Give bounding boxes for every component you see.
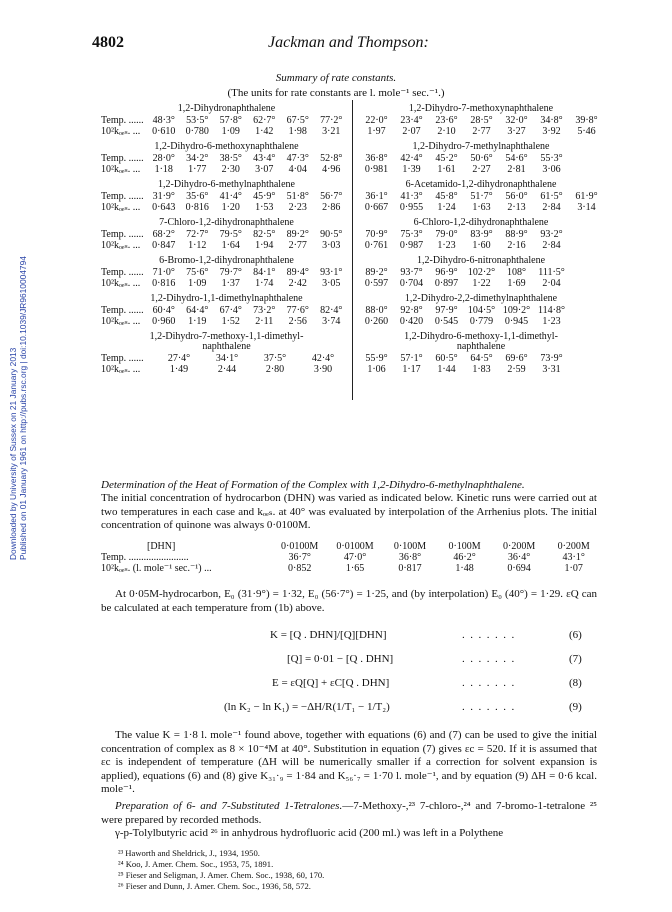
compound-name: 1,2-Dihydro-7-methoxy-1,1-dimethyl- (149, 331, 304, 342)
rate-constant-cell: 0·545 (434, 316, 459, 327)
rate-constant-cell: 1·61 (437, 164, 456, 175)
temperature-cell: 102·2° (467, 267, 496, 278)
rate-constant-row-label: 10²kₒₑₛ. ... (101, 316, 141, 327)
temperature-cell: 79·0° (435, 229, 458, 240)
equation-8-number: (8) (569, 677, 582, 689)
rate-constant-cell: 1·69 (507, 278, 526, 289)
rate-constant-cell: 2·56 (288, 316, 307, 327)
temperature-cell: 42·4° (400, 153, 423, 164)
temperature-cell: 53·5° (186, 115, 209, 126)
temperature-cell: 109·2° (502, 305, 531, 316)
rate-constant-cell: 0·987 (399, 240, 424, 251)
dhn-temp-cell: 36·8° (398, 552, 422, 563)
running-title: Jackman and Thompson: (268, 34, 429, 51)
temperature-cell: 55·3° (540, 153, 563, 164)
temperature-cell: 60·4° (152, 305, 175, 316)
temperature-cell: 27·4° (167, 353, 191, 364)
temperature-row-label: Temp. ...... (101, 229, 144, 240)
rate-constant-row-label: 10²kₒₑₛ. ... (101, 364, 141, 375)
equation-6: K = [Q . DHN]/[Q][DHN] (270, 629, 387, 641)
value-paragraph: The value K = 1·8 l. mole⁻¹ found above, together with equations (6) and (7) can be used to give the initial concentration of complex as 8 × 10⁻⁴M at 40°. Substitution in equation (7) gives εc = 520. If it is assumed that εc is independent of temperature (ΔH will be numerically smaller if a correction for solvent expansion is applied), equations (6) and (8) give K₃₁·₉ = 1·84 and K₅₆·₇ = 1·70 l. mole⁻¹, and by equation (9) ΔH = 0·6 kcal. mole⁻¹. (101, 729, 597, 795)
download-notice[interactable]: Downloaded by University of Sussex on 21 January 2013 (8, 347, 18, 560)
rate-constant-cell: 0·260 (364, 316, 389, 327)
temperature-cell: 55·9° (365, 353, 388, 364)
temperature-cell: 45·8° (435, 191, 458, 202)
equation-9: (ln K₂ − ln K₁) = −ΔH/R(1/T₁ − 1/T₂) (224, 701, 390, 713)
temperature-cell: 89·4° (286, 267, 309, 278)
temperature-cell: 36·1° (365, 191, 388, 202)
rate-constant-cell: 1·18 (154, 164, 173, 175)
prep-paragraph-2: γ-p-Tolylbutyric acid ²⁶ in anhydrous hydrofluoric acid (200 ml.) was left in a Polythene (115, 827, 504, 839)
rate-constant-cell: 2·10 (437, 126, 456, 137)
rate-constant-cell: 2·04 (542, 278, 561, 289)
rate-constant-cell: 2·59 (507, 364, 526, 375)
compound-name-continued: naphthalene (456, 341, 506, 352)
temperature-cell: 104·5° (467, 305, 496, 316)
rate-constant-cell: 0·779 (469, 316, 494, 327)
compound-name: 1,2-Dihydro-6-methoxynaphthalene (154, 141, 299, 152)
temperature-cell: 43·4° (253, 153, 276, 164)
temperature-cell: 45·9° (253, 191, 276, 202)
rate-constant-cell: 0·761 (364, 240, 389, 251)
rate-constant-cell: 2·81 (507, 164, 526, 175)
compound-name: 7-Chloro-1,2-dihydronaphthalene (159, 217, 294, 228)
dhn-k-cell: 1·48 (455, 563, 474, 574)
prep-paragraph (101, 800, 597, 827)
rate-constant-cell: 1·94 (255, 240, 274, 251)
temperature-cell: 31·9° (152, 191, 175, 202)
temperature-cell: 56·7° (320, 191, 343, 202)
compound-name: 1,2-Dihydro-6-methoxy-1,1-dimethyl- (404, 331, 558, 342)
heat-paragraph: The initial concentration of hydrocarbon (DHN) was varied as indicated below. Kinetic runs were carried out at two temperatures in each case and kₒₑₛ. at 40° was evaluated by interpolation of the Arrhenius plots. The initial concentration of quinone was always 0·0100M. (101, 492, 597, 531)
rate-constant-cell: 1·23 (542, 316, 561, 327)
temperature-cell: 69·6° (505, 353, 528, 364)
dhn-cell: 0·200M (557, 541, 590, 552)
equation-dots: . . . . . . . (462, 653, 515, 665)
temperature-cell: 73·2° (253, 305, 276, 316)
rate-constant-cell: 1·19 (188, 316, 207, 327)
temperature-cell: 23·6° (435, 115, 458, 126)
rate-constant-cell: 1·09 (221, 126, 240, 137)
temperature-cell: 37·5° (263, 353, 287, 364)
compound-name: 1,2-Dihydronaphthalene (177, 103, 276, 114)
temperature-cell: 114·8° (538, 305, 565, 316)
temperature-cell: 77·2° (320, 115, 343, 126)
temperature-cell: 82·4° (320, 305, 343, 316)
dhn-temp-cell: 36·4° (507, 552, 531, 563)
rate-constant-cell: 0·704 (399, 278, 424, 289)
rate-constant-cell: 3·21 (322, 126, 341, 137)
rate-constant-cell: 1·74 (255, 278, 274, 289)
running-header (0, 34, 672, 54)
temperature-cell: 89·2° (286, 229, 309, 240)
compound-name: 6-Bromo-1,2-dihydronaphthalene (159, 255, 294, 266)
temperature-cell: 92·8° (400, 305, 423, 316)
temperature-cell: 84·1° (253, 267, 276, 278)
rate-constant-cell: 2·42 (288, 278, 307, 289)
rate-constant-cell: 1·06 (367, 364, 386, 375)
rate-constant-cell: 1·22 (472, 278, 491, 289)
temperature-row-label: Temp. ...... (101, 267, 144, 278)
rate-constant-cell: 2·86 (322, 202, 341, 213)
rate-constant-cell: 5·46 (577, 126, 596, 137)
compound-name: 6-Acetamido-1,2-dihydronaphthalene (405, 179, 557, 190)
temperature-cell: 28·5° (470, 115, 493, 126)
temperature-cell: 77·6° (286, 305, 309, 316)
rate-constant-cell: 0·960 (152, 316, 176, 327)
rate-constant-cell: 2·27 (472, 164, 491, 175)
page-number: 4802 (92, 34, 124, 51)
rate-constant-cell: 2·77 (288, 240, 307, 251)
footnote: ²⁶ Fieser and Dunn, J. Amer. Chem. Soc., 1936, 58, 572. (118, 881, 311, 891)
temperature-cell: 32·0° (505, 115, 528, 126)
rate-constant-cell: 0·897 (434, 278, 459, 289)
temperature-row-label: Temp. ...... (101, 191, 144, 202)
column-divider (352, 100, 353, 400)
dhn-temp-cell: 36·7° (288, 552, 311, 563)
rate-constant-cell: 1·83 (472, 364, 491, 375)
rate-constant-cell: 0·816 (152, 278, 176, 289)
compound-name: 1,2-Dihydro-6-methylnaphthalene (158, 179, 295, 190)
temperature-cell: 96·9° (435, 267, 458, 278)
temperature-cell: 42·4° (311, 353, 335, 364)
temperature-cell: 60·5° (435, 353, 458, 364)
rate-constant-cell: 2·07 (402, 126, 421, 137)
rate-constant-cell: 1·49 (169, 364, 189, 375)
rate-constant-cell: 1·60 (472, 240, 491, 251)
equation-7-number: (7) (569, 653, 582, 665)
temperature-cell: 88·9° (505, 229, 528, 240)
rate-constant-cell: 2·23 (288, 202, 307, 213)
rate-constant-cell: 1·97 (367, 126, 386, 137)
temperature-cell: 34·2° (186, 153, 209, 164)
rate-constant-cell: 3·07 (255, 164, 274, 175)
temperature-cell: 45·2° (435, 153, 458, 164)
rate-constant-cell: 1·23 (437, 240, 456, 251)
rate-constant-cell: 1·39 (402, 164, 421, 175)
temperature-cell: 62·7° (253, 115, 276, 126)
rate-constant-cell: 2·11 (255, 316, 274, 327)
temperature-cell: 47·3° (286, 153, 309, 164)
temperature-cell: 75·3° (400, 229, 423, 240)
rate-constant-cell: 2·16 (507, 240, 526, 251)
rate-constant-cell: 3·90 (313, 364, 333, 375)
dhn-temp-label: Temp. ........................ (101, 552, 189, 563)
dhn-k-cell: 1·07 (564, 563, 583, 574)
dhn-cell: 0·200M (502, 541, 536, 552)
summary-units: (The units for rate constants are l. mole⁻¹ sec.⁻¹.) (227, 87, 445, 99)
dhn-temp-cell: 43·1° (562, 552, 585, 563)
footnotes (118, 848, 324, 892)
temperature-cell: 35·6° (186, 191, 209, 202)
equation-7: [Q] = 0·01 − [Q . DHN] (287, 653, 394, 665)
temperature-cell: 93·7° (400, 267, 423, 278)
rate-constant-cell: 3·27 (507, 126, 526, 137)
temperature-cell: 88·0° (365, 305, 388, 316)
rate-constant-cell: 2·30 (221, 164, 240, 175)
temperature-cell: 51·7° (470, 191, 493, 202)
rate-constant-row-label: 10²kₒₑₛ. ... (101, 240, 141, 251)
equation-dots: . . . . . . . (462, 701, 515, 713)
footnote: ²⁴ Koo, J. Amer. Chem. Soc., 1953, 75, 1891. (118, 859, 274, 869)
temperature-cell: 52·8° (320, 153, 343, 164)
dhn-k-cell: 0·817 (398, 563, 422, 574)
rate-constant-cell: 3·06 (542, 164, 561, 175)
rate-constant-cell: 2·80 (265, 364, 285, 375)
rate-constant-cell: 1·12 (188, 240, 207, 251)
rate-constant-cell: 0·597 (364, 278, 389, 289)
compound-name: 6-Chloro-1,2-dihydronaphthalene (413, 217, 549, 228)
rate-constant-cell: 2·84 (542, 202, 561, 213)
footnote: ²⁵ Fieser and Seligman, J. Amer. Chem. Soc., 1938, 60, 170. (118, 870, 325, 880)
temperature-cell: 36·8° (365, 153, 388, 164)
heat-heading-compound: 1,2-Dihydro-6-methylnaphthalene. (371, 479, 525, 491)
compound-name: 1,2-Dihydro-6-nitronaphthalene (416, 255, 546, 266)
temperature-cell: 23·4° (400, 115, 423, 126)
rate-constant-cell: 0·667 (364, 202, 389, 213)
rate-constant-cell: 1·98 (288, 126, 307, 137)
rate-constant-cell: 3·74 (322, 316, 341, 327)
dhn-k-cell: 0·852 (288, 563, 312, 574)
temperature-cell: 22·0° (365, 115, 388, 126)
dhn-cell: 0·0100M (336, 541, 374, 552)
dhn-temp-cell: 46·2° (453, 552, 476, 563)
temperature-cell: 67·5° (286, 115, 309, 126)
equation-8: E = εQ[Q] + εC[Q . DHN] (272, 677, 390, 689)
rate-constant-cell: 3·31 (542, 364, 561, 375)
temperature-cell: 48·3° (152, 115, 175, 126)
rate-constant-row-label: 10²kₒₑₛ. ... (101, 164, 141, 175)
temperature-cell: 79·5° (219, 229, 242, 240)
temperature-cell: 108° (507, 267, 526, 278)
rate-constant-cell: 2·84 (542, 240, 561, 251)
heat-heading-italic: Determination of the Heat of Formation of the Complex with (101, 479, 369, 491)
rate-constant-cell: 0·955 (399, 202, 424, 213)
rate-constant-cell: 1·17 (402, 364, 421, 375)
eps-paragraph: At 0·05M-hydrocarbon, E₀ (31·9°) = 1·32, E₀ (56·7°) = 1·25, and (by interpolation) E₀ (40°) = 1·29. εQ can be calculated at each temperature from (1b) above. (101, 588, 597, 614)
dhn-table (101, 541, 601, 574)
rate-constant-cell: 1·42 (255, 126, 274, 137)
temperature-cell: 111·5° (538, 267, 565, 278)
rate-constant-cell: 1·64 (221, 240, 240, 251)
dhn-cell: 0·100M (393, 541, 427, 552)
temperature-cell: 90·5° (320, 229, 343, 240)
rate-constant-cell: 1·52 (221, 316, 240, 327)
temperature-cell: 56·0° (505, 191, 528, 202)
temperature-cell: 83·9° (470, 229, 493, 240)
temperature-cell: 64·5° (470, 353, 493, 364)
rate-constant-cell: 1·37 (221, 278, 240, 289)
prep-text: —7-Methoxy-,²³ 7-chloro-,²⁴ and 7-bromo-1-tetralone ²⁵ were prepared by recorded methods. (101, 800, 597, 826)
temperature-row-label: Temp. ...... (101, 353, 144, 364)
prep-heading: Preparation of 6- and 7-Substituted 1-Tetralones. (115, 800, 343, 812)
temperature-cell: 71·0° (152, 267, 175, 278)
rate-constant-cell: 1·77 (188, 164, 207, 175)
compound-name-continued: naphthalene (202, 341, 251, 352)
temperature-cell: 50·6° (470, 153, 493, 164)
publication-notice[interactable]: Published on 01 January 1961 on http://pubs.rsc.org | doi:10.1039/JR9610004794 (18, 256, 28, 560)
equation-6-number: (6) (569, 629, 582, 641)
temperature-row-label: Temp. ...... (101, 305, 144, 316)
temperature-cell: 73·9° (540, 353, 563, 364)
rate-constant-cell: 0·945 (504, 316, 529, 327)
compound-name: 1,2-Dihydro-2,2-dimethylnaphthalene (404, 293, 558, 304)
temperature-cell: 51·8° (286, 191, 309, 202)
temperature-cell: 93·2° (540, 229, 563, 240)
rate-constant-cell: 3·05 (322, 278, 341, 289)
rate-constant-cell: 1·63 (472, 202, 491, 213)
temperature-cell: 28·0° (152, 153, 175, 164)
rate-constant-cell: 2·44 (217, 364, 237, 375)
temperature-cell: 82·5° (253, 229, 276, 240)
heat-heading (101, 479, 597, 493)
temperature-cell: 64·4° (186, 305, 209, 316)
temperature-cell: 61·5° (540, 191, 563, 202)
temperature-cell: 41·3° (400, 191, 423, 202)
rate-constant-cell: 1·44 (437, 364, 456, 375)
compound-name: 1,2-Dihydro-1,1-dimethylnaphthalene (150, 293, 303, 304)
temperature-cell: 68·2° (152, 229, 175, 240)
dhn-k-label: 10²kₒₑₛ. (l. mole⁻¹ sec.⁻¹) ... (101, 563, 212, 574)
rate-constant-cell: 0·981 (364, 164, 389, 175)
temperature-cell: 57·1° (400, 353, 423, 364)
temperature-row-label: Temp. ...... (101, 115, 144, 126)
rate-constant-cell: 0·420 (399, 316, 424, 327)
temperature-cell: 75·6° (186, 267, 209, 278)
dhn-k-cell: 1·65 (345, 563, 365, 574)
rate-constant-row-label: 10²kₒₑₛ. ... (101, 202, 141, 213)
rate-constant-cell: 2·77 (472, 126, 491, 137)
download-notice-sidebar (2, 140, 28, 560)
rate-constant-cell: 1·24 (437, 202, 456, 213)
compound-name: 1,2-Dihydro-7-methoxynaphthalene (408, 103, 554, 114)
temperature-cell: 34·1° (215, 353, 239, 364)
equation-9-number: (9) (569, 701, 582, 713)
temperature-cell: 54·6° (505, 153, 528, 164)
temperature-cell: 89·2° (365, 267, 388, 278)
compound-name: 1,2-Dihydro-7-methylnaphthalene (412, 141, 550, 152)
temperature-cell: 72·7° (186, 229, 209, 240)
temperature-cell: 93·1° (320, 267, 343, 278)
rate-constant-cell: 3·92 (542, 126, 561, 137)
temperature-cell: 97·9° (435, 305, 458, 316)
rate-constant-row-label: 10²kₒₑₛ. ... (101, 278, 141, 289)
temperature-cell: 38·5° (219, 153, 242, 164)
rate-constant-cell: 0·643 (152, 202, 176, 213)
rate-constant-cell: 0·816 (185, 202, 209, 213)
temperature-cell: 39·8° (575, 115, 598, 126)
equation-dots: . . . . . . . (462, 677, 515, 689)
dhn-cell: 0·0100M (281, 541, 319, 552)
summary-title: Summary of rate constants. (275, 72, 397, 84)
rate-constant-cell: 4·04 (288, 164, 307, 175)
temperature-cell: 61·9° (575, 191, 598, 202)
temperature-cell: 41·4° (219, 191, 242, 202)
dhn-label: [DHN] (147, 541, 176, 552)
temperature-cell: 57·8° (219, 115, 242, 126)
rate-constant-cell: 1·53 (255, 202, 274, 213)
rate-constant-row-label: 10²kₒₑₛ. ... (101, 126, 141, 137)
dhn-cell: 0·100M (448, 541, 481, 552)
rate-constant-cell: 0·780 (185, 126, 209, 137)
footnote: ²³ Haworth and Sheldrick, J., 1934, 1950. (118, 848, 260, 858)
rate-constant-cell: 1·20 (221, 202, 240, 213)
rate-constant-cell: 0·847 (152, 240, 176, 251)
rate-constant-cell: 1·09 (188, 278, 207, 289)
temperature-row-label: Temp. ...... (101, 153, 144, 164)
temperature-cell: 70·9° (365, 229, 388, 240)
temperature-cell: 34·8° (540, 115, 563, 126)
rate-constant-cell: 0·610 (152, 126, 176, 137)
temperature-cell: 67·4° (219, 305, 242, 316)
dhn-k-cell: 0·694 (507, 563, 531, 574)
rate-constant-cell: 4·96 (322, 164, 341, 175)
temperature-cell: 79·7° (219, 267, 242, 278)
rate-constant-cell: 3·14 (577, 202, 596, 213)
rate-constant-cell: 3·03 (322, 240, 341, 251)
rate-constant-cell: 2·13 (507, 202, 526, 213)
equation-dots: . . . . . . . (462, 629, 515, 641)
dhn-temp-cell: 47·0° (343, 552, 367, 563)
